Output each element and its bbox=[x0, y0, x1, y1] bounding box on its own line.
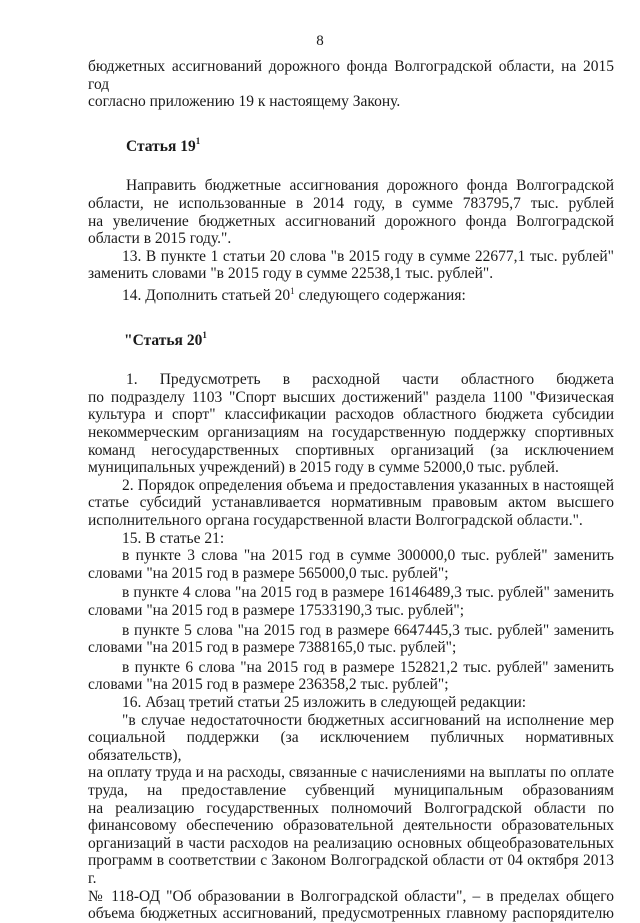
text-line: на оплату труда и на расходы, связанные с начислениями на выплаты по оплате bbox=[88, 764, 614, 782]
item-14-before: 14. Дополнить статьей 20 bbox=[122, 287, 291, 305]
item-15-point-5-line-2: словами "на 2015 год в размере 7388165,0 тыс. рублей"; bbox=[88, 639, 457, 657]
text-line: программ в соответствии с Законом Волгоградской области от 04 октября 2013 г. bbox=[88, 852, 614, 887]
intro-line-2: согласно приложению 19 к настоящему Закону. bbox=[88, 93, 401, 111]
text-line: команд негосударственных спортивных организаций (за исключением bbox=[88, 441, 614, 459]
item-13-line-1: 13. В пункте 1 статьи 20 слова "в 2015 году в сумме 22677,1 тыс. рублей" bbox=[122, 247, 614, 265]
item-16-intro: 16. Абзац третий статьи 25 изложить в следующей редакции: bbox=[122, 693, 527, 711]
text-line: труда, на предоставление субвенций муниципальным образованиям bbox=[88, 781, 614, 799]
item-15-point-5-line-1: в пункте 5 слова "на 2015 год в размере 6647445,3 тыс. рублей" заменить bbox=[122, 621, 614, 639]
item-15-point-4-line-2: словами "на 2015 год в размере 17533190,3 тыс. рублей"; bbox=[88, 602, 464, 619]
text-line: на реализацию государственных полномочий Волгоградской области по bbox=[88, 799, 614, 817]
item-14-after: следующего содержания: bbox=[294, 287, 466, 305]
item-14-sup: 1 bbox=[290, 285, 295, 296]
text-line: 1. Предусмотреть в расходной части областного бюджета bbox=[126, 371, 614, 389]
text-line: статье субсидий устанавливается нормативным правовым актом высшего bbox=[88, 494, 614, 512]
article-19-sup: 1 bbox=[195, 135, 201, 146]
item-14 bbox=[88, 283, 614, 305]
article-20-sup: 1 bbox=[202, 329, 207, 340]
item-15-point-6-line-1: в пункте 6 слова "на 2015 год в размере 152821,2 тыс. рублей" заменить bbox=[122, 658, 614, 676]
article-20-heading bbox=[124, 327, 614, 350]
item-13-line-2: заменить словами "в 2015 году в сумме 22538,1 тыс. рублей". bbox=[88, 265, 494, 283]
text-line: "в случае недостаточности бюджетных ассигнований на исполнение мер bbox=[122, 711, 614, 729]
text-line: Направить бюджетные ассигнования дорожного фонда Волгоградской bbox=[126, 177, 614, 195]
text-line: области в 2015 году.". bbox=[88, 230, 232, 248]
item-15-point-3-line-2: словами "на 2015 год в размере 565000,0 тыс. рублей"; bbox=[88, 564, 449, 582]
text-line: организаций в части расходов на реализацию основных общеобразовательных bbox=[88, 834, 614, 852]
text-line: по подразделу 1103 "Спорт высших достижений" раздела 1100 "Физическая bbox=[88, 388, 614, 406]
article-19-title: Статья 19 bbox=[126, 137, 196, 155]
text-line: финансовому обеспечению образовательной деятельности образовательных bbox=[88, 817, 614, 835]
article-19-text bbox=[88, 177, 614, 247]
intro-line-1: бюджетных ассигнований дорожного фонда Волгоградской области, на 2015 год bbox=[88, 58, 614, 93]
item-15-intro: 15. В статье 21: bbox=[122, 529, 225, 547]
document-body bbox=[88, 58, 614, 923]
text-line: исполнительного органа государственной власти Волгоградской области.". bbox=[88, 512, 583, 530]
text-line: 2. Порядок определения объема и предоставления указанных в настоящей bbox=[122, 476, 614, 494]
text-line: социальной поддержки (за исключением публичных нормативных обязательств), bbox=[88, 729, 614, 764]
text-line: культура и спорт" классификации расходов областного бюджета субсидии bbox=[88, 406, 614, 424]
page-number: 8 bbox=[316, 33, 324, 49]
text-line: муниципальных учреждений) в 2015 году в сумме 52000,0 тыс. рублей. bbox=[88, 459, 559, 477]
article-20-title: "Статья 20 bbox=[124, 331, 203, 349]
item-15-point-6-line-2: словами "на 2015 год в размере 236358,2 тыс. рублей"; bbox=[88, 676, 449, 694]
article-19-heading bbox=[126, 133, 614, 156]
text-line: на увеличение бюджетных ассигнований дорожного фонда Волгоградской bbox=[88, 212, 614, 230]
text-line: некоммерческим организациям на государственную поддержку спортивных bbox=[88, 424, 614, 442]
item-15-point-3-line-1: в пункте 3 слова "на 2015 год в сумме 300000,0 тыс. рублей" заменить bbox=[122, 547, 614, 565]
text-line: объема бюджетных ассигнований, предусмотренных главному распорядителю bbox=[88, 905, 614, 923]
text-line: области, не использованные в 2014 году, в сумме 783795,7 тыс. рублей bbox=[88, 194, 614, 212]
text-line: № 118-ОД "Об образовании в Волгоградской области", – в пределах общего bbox=[88, 887, 614, 905]
item-15-point-4-line-1: в пункте 4 слова "на 2015 год в размере 16146489,3 тыс. рублей" заменить bbox=[122, 584, 614, 602]
